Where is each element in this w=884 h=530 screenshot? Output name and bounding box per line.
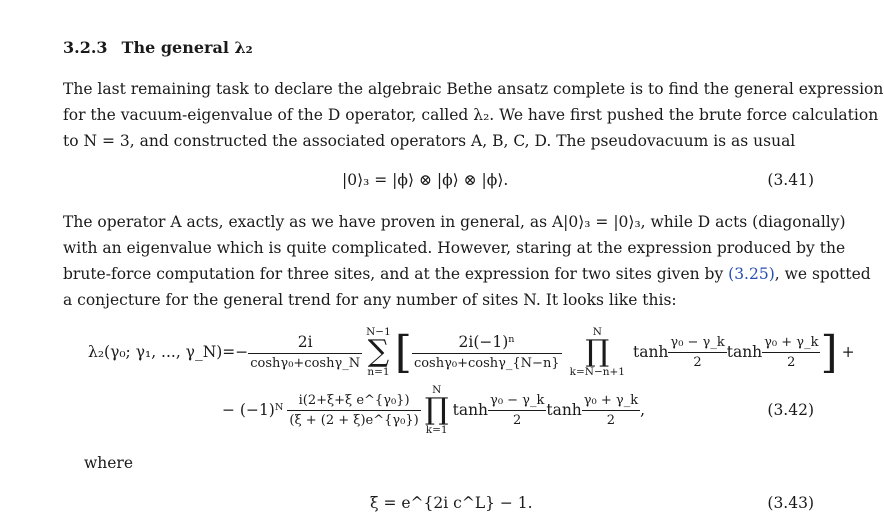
product-1-upper: N (592, 325, 602, 338)
para2-line-3-text: brute-force computation for three sites, and at the expression for two sites given by (63, 265, 729, 283)
eq342-frac-1 (248, 333, 362, 371)
tanh-2b: tanh (546, 401, 582, 419)
eq342-lhs: λ₂(γ₀; γ₁, ..., γ_N)=− (88, 343, 249, 361)
para2-line-2: with an eigenvalue which is quite complicated. However, staring at the expression produced by the (63, 239, 846, 257)
equation-3-42-line-1 (88, 322, 855, 382)
tanh-1a: tanh (632, 343, 669, 361)
eq342-frac-3-num: i(2+ξ+ξ e^{γ₀}) (287, 393, 420, 411)
para2-line-3-tail: , we spotted (774, 265, 871, 283)
eq342-frac-1-num: 2i (248, 333, 362, 354)
para1-line-2: for the vacuum-eigenvalue of the D operator, called λ₂. We have first pushed the brute force calculation (63, 106, 879, 124)
para2-line-3 (63, 261, 871, 287)
sum-symbol: ∑ (367, 334, 390, 369)
frac-plus-2-num: γ₀ + γ_k (582, 393, 640, 411)
sum-lower: n=1 (367, 366, 390, 378)
product-1-symbol: ∏ (585, 334, 610, 369)
frac-plus-2-den: 2 (606, 412, 616, 428)
bracket-close: ] (820, 326, 838, 378)
frac-plus-1-den: 2 (787, 354, 796, 370)
paragraph-1 (63, 76, 884, 154)
comma: , (640, 401, 646, 419)
para1-line-3: to N = 3, and constructed the associated operators A, B, C, D. The pseudovacuum is as usual (63, 132, 796, 150)
frac-minus-1-num: γ₀ − γ_k (668, 335, 726, 353)
equation-ref-link[interactable]: (3.25) (728, 265, 775, 283)
paragraph-2 (63, 209, 871, 313)
product-2-upper: N (432, 383, 442, 396)
bracket-open: [ (394, 326, 412, 378)
where-label: where (84, 454, 134, 472)
tanh-1b: tanh (726, 343, 763, 361)
eq342-frac-1-den: coshγ₀+coshγ_N (250, 356, 361, 371)
section-heading (63, 38, 253, 57)
eq342-frac-2 (412, 333, 562, 371)
equation-number-3-43: (3.43) (767, 494, 814, 512)
frac-plus-1-num: γ₀ + γ_k (762, 335, 820, 353)
product-2-lower: k=1 (425, 424, 448, 436)
eq342-frac-2-den: coshγ₀+coshγ_{N−n} (413, 356, 560, 371)
eq342-frac-3-den: (ξ + (2 + ξ)e^{γ₀}) (289, 412, 419, 428)
para1-line-1: The last remaining task to declare the algebraic Bethe ansatz complete is to find the general expression (63, 80, 884, 98)
equation-3-43: ξ = e^{2i c^L} − 1. (370, 494, 533, 512)
eq342-frac-3 (287, 393, 420, 428)
equation-3-42-line-2 (222, 384, 645, 436)
sum-upper: N−1 (366, 325, 391, 338)
frac-plus-1 (762, 335, 820, 370)
section-number: 3.2.3 (63, 38, 108, 57)
sum-operator (366, 327, 391, 378)
plus-sign: + (841, 343, 855, 361)
product-operator-1 (570, 327, 625, 378)
equation-number-3-41: (3.41) (767, 171, 814, 189)
frac-minus-2 (488, 393, 546, 428)
frac-minus-1 (668, 335, 726, 370)
section-title: The general λ₂ (121, 38, 253, 57)
product-2-symbol: ∏ (424, 392, 449, 427)
equation-3-41: |0⟩₃ = |ϕ⟩ ⊗ |ϕ⟩ ⊗ |ϕ⟩. (342, 171, 509, 189)
eq342-frac-2-num: 2i(−1)ⁿ (412, 333, 562, 354)
frac-minus-2-den: 2 (513, 412, 522, 428)
frac-minus-1-den: 2 (693, 354, 702, 370)
para2-line-1: The operator A acts, exactly as we have proven in general, as A|0⟩₃ = |0⟩₃, while D acts (diagonally) (63, 213, 846, 231)
frac-minus-2-num: γ₀ − γ_k (488, 393, 546, 411)
product-operator-2 (425, 385, 449, 436)
product-1-lower: k=N−n+1 (569, 366, 625, 378)
para2-line-4: a conjecture for the general trend for any number of sites N. It looks like this: (63, 291, 677, 309)
equation-number-3-42: (3.42) (767, 401, 814, 419)
eq342-line2-prefix: − (−1)ᴺ (222, 401, 284, 419)
frac-plus-2 (582, 393, 640, 428)
tanh-2a: tanh (452, 401, 489, 419)
